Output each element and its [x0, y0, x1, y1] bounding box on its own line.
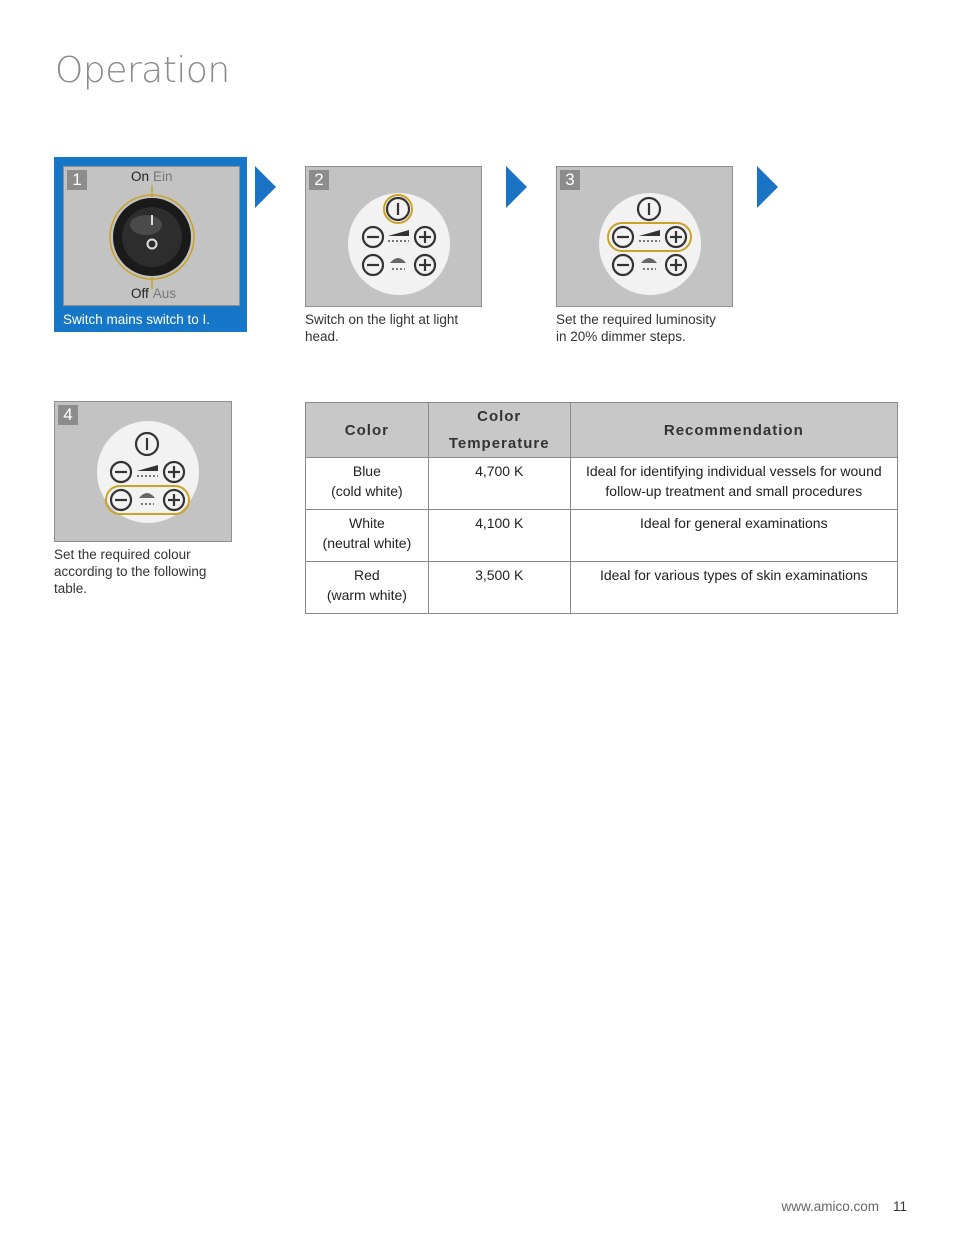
- step-number: 2: [309, 170, 329, 190]
- control-panel-icon: [55, 402, 233, 543]
- table-row: [306, 458, 898, 510]
- recommendation-cell: Ideal for general examinations: [570, 510, 897, 562]
- control-panel-icon: [306, 167, 483, 308]
- recommendation-cell: Ideal for various types of skin examinations: [570, 562, 897, 614]
- step-1-image: [63, 166, 240, 306]
- step-arrow-icon: [255, 166, 276, 208]
- temperature-cell: 4,100 K: [428, 510, 570, 562]
- table-row: [306, 562, 898, 614]
- color-cell: Blue (cold white): [306, 458, 429, 510]
- off-label: Off Aus: [131, 286, 177, 301]
- temperature-cell: 3,500 K: [428, 562, 570, 614]
- on-label: On Ein: [131, 169, 173, 184]
- step-arrow-icon: [757, 166, 778, 208]
- header-recommendation: Recommendation: [570, 403, 897, 458]
- temperature-cell: 4,700 K: [428, 458, 570, 510]
- header-temperature: Color Temperature: [428, 403, 570, 458]
- color-temperature-table: [305, 402, 898, 614]
- step-2-image: [305, 166, 482, 307]
- step-4-image: [54, 401, 232, 542]
- color-cell: White (neutral white): [306, 510, 429, 562]
- page-title: Operation: [55, 50, 230, 91]
- table-row: [306, 510, 898, 562]
- recommendation-cell: Ideal for identifying individual vessels for wound follow-up treatment and small procedures: [570, 458, 897, 510]
- step-3-caption: Set the required luminosity in 20% dimmer steps.: [556, 312, 716, 344]
- color-cell: Red (warm white): [306, 562, 429, 614]
- page-number: 11: [892, 1199, 907, 1214]
- step-number: 3: [560, 170, 580, 190]
- header-color: Color: [306, 403, 429, 458]
- step-1-caption: Switch mains switch to I.: [63, 312, 211, 327]
- step-number: 1: [67, 170, 87, 190]
- step-number: 4: [58, 405, 78, 425]
- step-arrow-icon: [506, 166, 527, 208]
- step-4-caption: Set the required colour according to the following table.: [54, 547, 207, 596]
- step-3-image: [556, 166, 733, 307]
- website-link[interactable]: www.amico.com: [781, 1199, 879, 1214]
- step-2-caption: Switch on the light at light head.: [305, 312, 459, 344]
- control-panel-icon: [557, 167, 734, 308]
- page-footer: [781, 1199, 907, 1214]
